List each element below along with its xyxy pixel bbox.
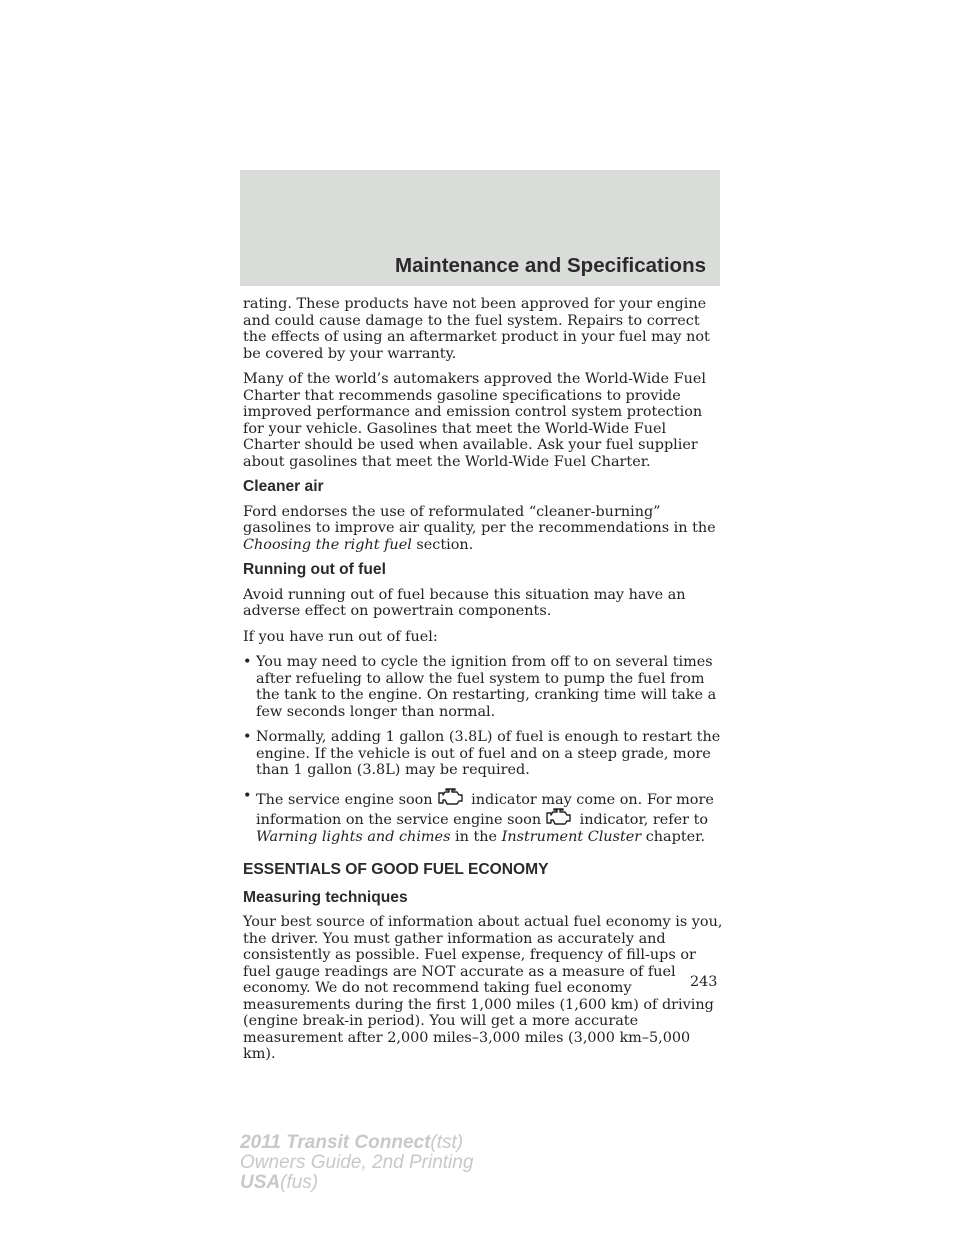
list-item-text: in the [450, 828, 502, 845]
list-item-text: chapter. [641, 828, 706, 845]
list-item-text: The service engine soon [256, 791, 433, 808]
ref-instrument-cluster: Instrument Cluster [501, 828, 642, 845]
footer-market: USA [240, 1172, 281, 1193]
page-number: 243 [690, 974, 718, 990]
heading-essentials: ESSENTIALS OF GOOD FUEL ECONOMY [243, 861, 549, 878]
check-engine-icon [542, 808, 574, 826]
bullet-dot: • [243, 729, 252, 745]
section-title: Maintenance and Specifications [395, 254, 706, 277]
section-header-band [240, 170, 720, 286]
paragraph-fuel-charter: Many of the world’s automakers approved the World-Wide Fuel Charter that recommends gasoline specifications to provide improved performance and emission control system protection for your vehicle. Gasolines that meet the World-Wide Fuel Charter should be used when available. Ask your fuel supplier about gasolines that meet the World-Wide Fuel Charter. [243, 371, 706, 470]
cleaner-air-text: Ford endorses the use of reformulated “cleaner-burning” gasolines to improve air quality, per the recommendations in the [243, 503, 716, 536]
paragraph-adverse-effect: Avoid running out of fuel because this situation may have an adverse effect on powertrain components. [243, 586, 686, 619]
page-content [243, 296, 725, 1072]
footer-line [240, 1133, 473, 1153]
footer-model-code: (tst) [430, 1132, 464, 1153]
paragraph-measuring: Your best source of information about actual fuel economy is you, the driver. You must gather information as accurately and consistently as possible. Fuel expense, frequency of fill-ups or fuel gauge readings are NOT accurate as a measure of fuel economy. We do not recommend taking fuel economy measurements during the first 1,000 miles (1,600 km) of driving (engine break-in period). You will get a more accurate measurement after 2,000 miles–3,000 miles (3,000 km–5,000 km). [243, 914, 723, 1062]
heading-cleaner-air: Cleaner air [243, 478, 324, 495]
ref-choosing-fuel: Choosing the right fuel [243, 536, 412, 553]
list-item [243, 788, 725, 846]
footer-line [240, 1173, 473, 1193]
footer-line: Owners Guide, 2nd Printing [240, 1152, 474, 1173]
list-item-text: indicator, refer to [575, 812, 709, 828]
footer-model: 2011 Transit Connect [240, 1132, 431, 1153]
paragraph-rating: rating. These products have not been approved for your engine and could cause damage to the fuel system. Repairs to correct the effects of using an aftermarket product in your fuel may not be covered by your warranty. [243, 296, 710, 362]
footer-watermark [240, 1133, 473, 1193]
run-out-list [243, 654, 725, 845]
ref-warning-lights: Warning lights and chimes [256, 828, 451, 845]
check-engine-icon [434, 788, 466, 806]
paragraph-cleaner-air [243, 504, 725, 554]
bullet-dot: • [243, 654, 252, 670]
cleaner-air-text-end: section. [411, 536, 474, 553]
list-item-text: You may need to cycle the ignition from off to on several times after refueling to allow the fuel system to pump the fuel from the tank to the engine. On restarting, cranking time will take a few seconds longer than normal. [256, 654, 717, 720]
footer-market-code: (fus) [280, 1172, 319, 1193]
list-item-text: indicator may come on. For more information on the service engine soon [256, 791, 714, 828]
bullet-dot: • [243, 787, 252, 804]
list-item [243, 729, 725, 779]
list-item [243, 654, 725, 720]
list-item-text: Normally, adding 1 gallon (3.8L) of fuel is enough to restart the engine. If the vehicle is out of fuel and on a steep grade, more than 1 gallon (3.8L) may be required. [256, 729, 721, 778]
heading-measuring: Measuring techniques [243, 888, 408, 906]
heading-running-out: Running out of fuel [243, 561, 386, 578]
paragraph-if-run-out: If you have run out of fuel: [243, 628, 438, 645]
